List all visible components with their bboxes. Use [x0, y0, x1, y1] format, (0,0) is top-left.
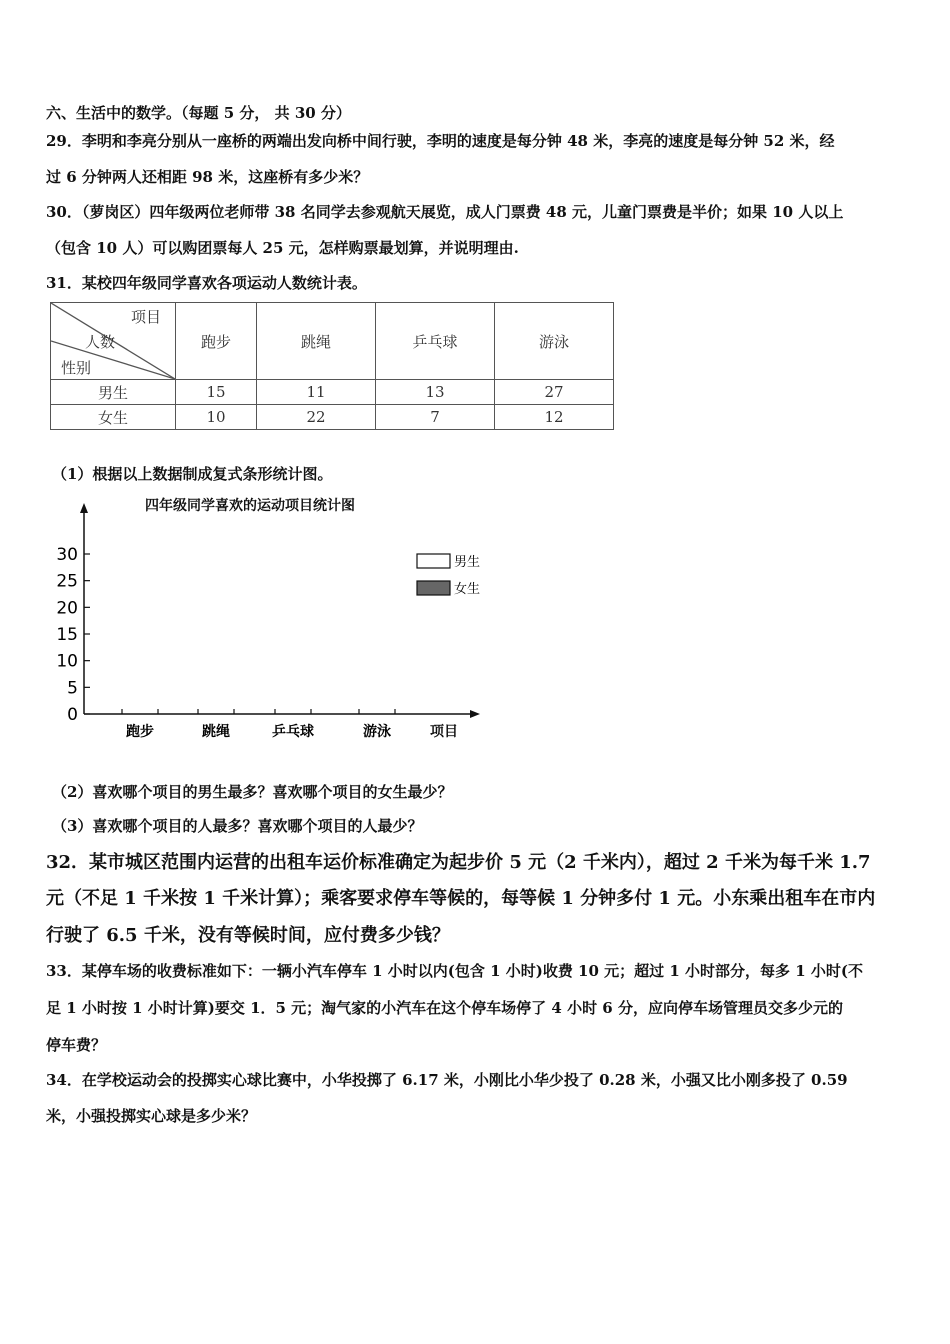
y-tick-label: 10: [56, 651, 78, 672]
q33-line3: 停车费？: [46, 1036, 107, 1054]
table-cell: 12: [495, 405, 614, 430]
corner-label-gender: 性别: [61, 359, 92, 377]
col-header: 乒乓球: [376, 303, 495, 380]
x-category-label: 跑步: [126, 724, 154, 740]
chart-title: 四年级同学喜欢的运动项目统计图: [145, 498, 355, 514]
q31-part1: （1）根据以上数据制成复式条形统计图。: [52, 465, 333, 483]
y-axis-arrow: [80, 503, 88, 513]
x-axis-label: 项目: [430, 724, 458, 740]
table-cell: 27: [495, 380, 614, 405]
y-tick-label: 5: [67, 678, 78, 699]
table-cell: 7: [376, 405, 495, 430]
table-cell: 13: [376, 380, 495, 405]
legend-label: 女生: [454, 582, 481, 597]
legend-label: 男生: [454, 555, 481, 570]
col-header: 跑步: [176, 303, 257, 380]
col-header: 跳绳: [257, 303, 376, 380]
corner-label-project: 项目: [130, 308, 161, 326]
table-row: [51, 405, 614, 430]
row-label: 男生: [51, 380, 176, 405]
x-category-label: 乒乓球: [272, 724, 314, 740]
q32-line3: 行驶了 6.5 千米，没有等候时间，应付费多少钱？: [46, 925, 450, 946]
legend-swatch: [417, 554, 450, 568]
q29-line1: 29．李明和李亮分别从一座桥的两端出发向桥中间行驶，李明的速度是每分钟 48 米，李亮的速度是每分钟 52 米，经: [46, 132, 835, 150]
y-tick-label: 30: [56, 545, 78, 565]
x-category-label: 游泳: [363, 724, 391, 740]
q33-line1: 33．某停车场的收费标准如下：一辆小汽车停车 1 小时以内(包含 1 小时)收费 10 元；超过 1 小时部分，每多 1 小时(不: [46, 962, 864, 980]
x-axis-arrow: [470, 710, 480, 718]
corner-label-count: 人数: [85, 333, 116, 351]
q29-line2: 过 6 分钟两人还相距 98 米，这座桥有多少米？: [46, 168, 369, 186]
table-row: [51, 380, 614, 405]
q34-line1: 34．在学校运动会的投掷实心球比赛中，小华投掷了 6.17 米，小刚比小华少投了 0.28 米，小强又比小刚多投了 0.59: [46, 1071, 848, 1089]
y-tick-label: 20: [56, 598, 78, 619]
table-cell: 22: [257, 405, 376, 430]
x-category-label: 跳绳: [202, 724, 230, 740]
q33-line2: 足 1 小时按 1 小时计算)要交 1．5 元；淘气家的小汽车在这个停车场停了 4 小时 6 分，应向停车场管理员交多少元的: [46, 999, 843, 1017]
q31-intro: 31．某校四年级同学喜欢各项运动人数统计表。: [46, 274, 367, 292]
row-label: 女生: [51, 405, 176, 430]
q32-line1: 32．某市城区范围内运营的出租车运价标准确定为起步价 5 元（2 千米内），超过 2 千米为每千米 1.7: [46, 852, 871, 873]
y-tick-label: 0: [67, 705, 78, 725]
q31-part3: （3）喜欢哪个项目的人最多？喜欢哪个项目的人最少？: [52, 817, 423, 835]
y-tick-label: 25: [56, 571, 78, 592]
table-cell: 10: [176, 405, 257, 430]
bar-chart: [40, 492, 500, 747]
q31-part2: （2）喜欢哪个项目的男生最多？喜欢哪个项目的女生最少？: [52, 783, 453, 801]
table-cell: 11: [257, 380, 376, 405]
col-header: 游泳: [495, 303, 614, 380]
section-heading: 六、生活中的数学。（每题 5 分， 共 30 分）: [46, 104, 351, 122]
q34-line2: 米，小强投掷实心球是多少米？: [46, 1107, 257, 1125]
legend-swatch: [417, 581, 450, 595]
y-tick-label: 15: [56, 625, 78, 645]
table-cell: 15: [176, 380, 257, 405]
q30-line1: 30．（萝岗区）四年级两位老师带 38 名同学去参观航天展览，成人门票费 48 元，儿童门票费是半价；如果 10 人以上: [46, 203, 844, 221]
q32-line2: 元（不足 1 千米按 1 千米计算）；乘客要求停车等候的，每等候 1 分钟多付 1 元。小东乘出租车在市内: [46, 888, 876, 909]
stats-table: [50, 302, 614, 430]
table-corner-cell: [51, 303, 176, 380]
q30-line2: （包含 10 人）可以购团票每人 25 元，怎样购票最划算，并说明理由.: [46, 239, 519, 257]
